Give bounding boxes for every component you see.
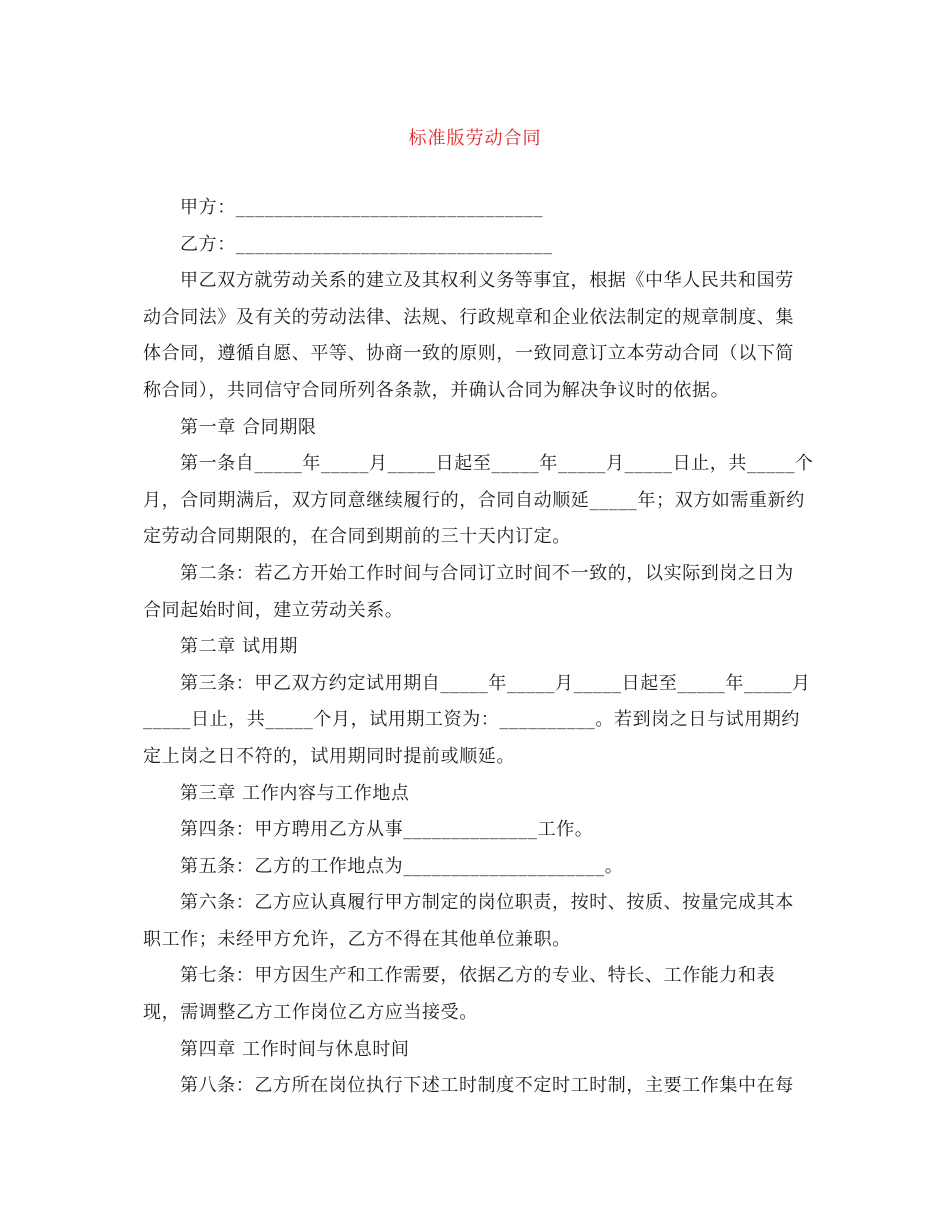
text-line: 第七条：甲方因生产和工作需要，依据乙方的专业、特长、工作能力和表	[180, 965, 776, 987]
text-line: 合同起始时间，建立劳动关系。	[143, 599, 404, 621]
text-line: _____日止，共_____个月，试用期工资为：__________。若到岗之日与试用期约	[143, 709, 800, 731]
text-line: 第一章 合同期限	[180, 416, 317, 438]
text-line: 第一条自_____年_____月_____日起至_____年_____月_____日止，共_____个	[180, 453, 814, 475]
text-line: 甲乙双方就劳动关系的建立及其权利义务等事宜，根据《中华人民共和国劳	[180, 270, 794, 292]
text-line: 第四章 工作时间与休息时间	[180, 1038, 410, 1060]
document-body	[143, 190, 814, 1105]
text-line: 第五条：乙方的工作地点为_____________________。	[180, 855, 624, 877]
text-line: 第二条：若乙方开始工作时间与合同订立时间不一致的，以实际到岗之日为	[180, 562, 794, 584]
text-line: 甲方：________________________________	[180, 197, 543, 218]
text-line: 第三章 工作内容与工作地点	[180, 782, 410, 804]
text-line: 第三条：甲乙双方约定试用期自_____年_____月_____日起至_____年_____月	[180, 672, 811, 694]
text-line: 现，需调整乙方工作岗位乙方应当接受。	[143, 1002, 478, 1024]
text-line: 定劳动合同期限的，在合同到期前的三十天内订定。	[143, 526, 571, 548]
text-line: 第八条：乙方所在岗位执行下述工时制度不定时工时制，主要工作集中在每	[180, 1075, 794, 1097]
text-line: 第二章 试用期	[180, 636, 298, 658]
text-line: 动合同法》及有关的劳动法律、法规、行政规章和企业依法制定的规章制度、集	[143, 306, 794, 328]
text-line: 乙方：_________________________________	[180, 233, 553, 255]
text-line: 定上岗之日不符的，试用期同时提前或顺延。	[143, 745, 515, 767]
text-line: 第六条：乙方应认真履行甲方制定的岗位职责，按时、按质、按量完成其本	[180, 892, 794, 914]
document-title: 标准版劳动合同	[408, 128, 542, 149]
text-line: 月，合同期满后，双方同意继续履行的，合同自动顺延_____年；双方如需重新约	[143, 489, 805, 511]
text-line: 称合同），共同信守合同所列各条款，并确认合同为解决争议时的依据。	[143, 379, 730, 401]
text-line: 职工作；未经甲方允许，乙方不得在其他单位兼职。	[143, 928, 571, 950]
text-line: 第四条：甲方聘用乙方从事______________工作。	[180, 819, 594, 841]
text-line: 体合同，遵循自愿、平等、协商一致的原则，一致同意订立本劳动合同（以下简	[143, 343, 794, 365]
